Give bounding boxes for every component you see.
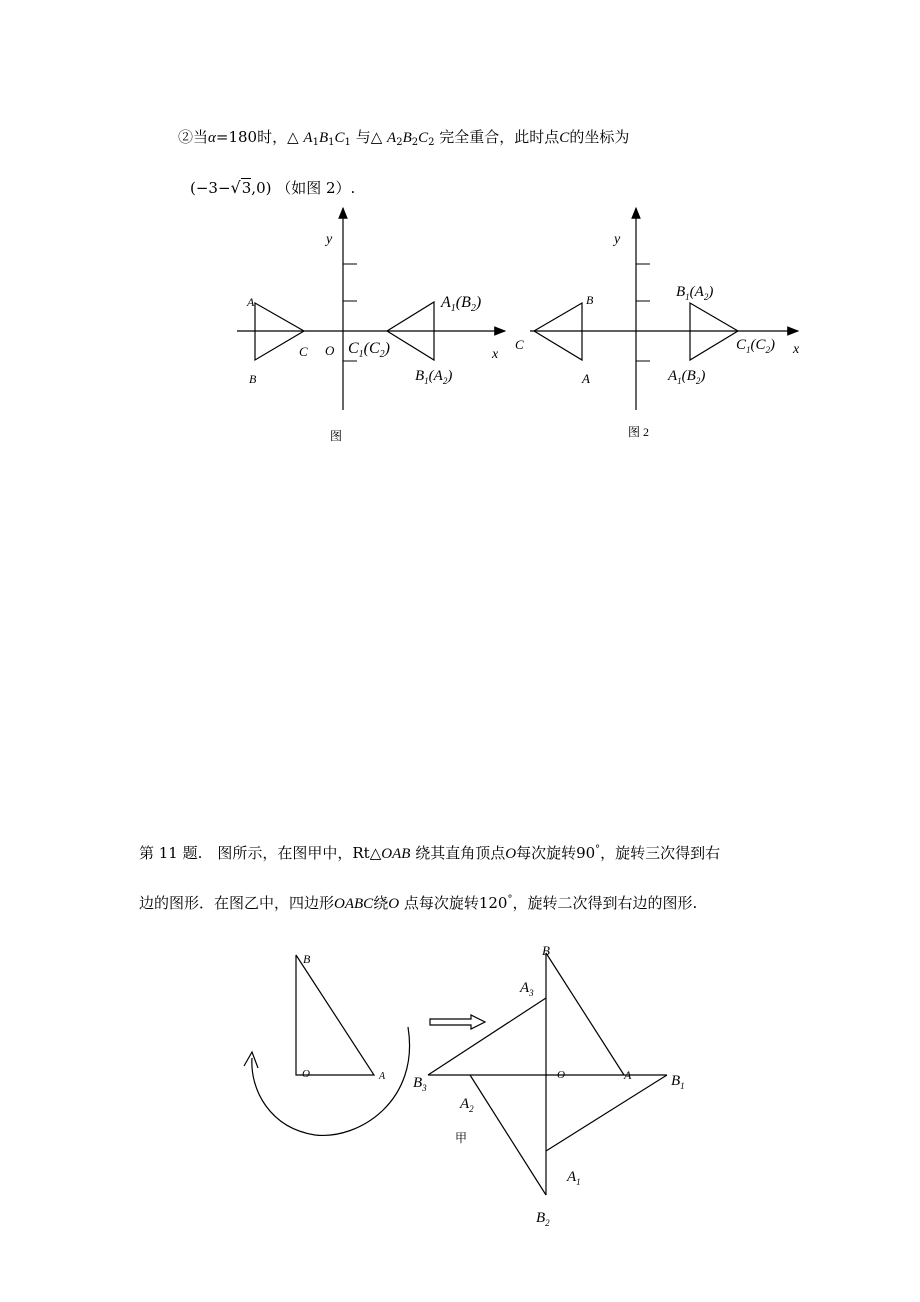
fig3-o-label: O (302, 1068, 310, 1080)
p11-text-h: ，旋转二次得到右边的图形. (512, 894, 698, 912)
point-c: C (559, 130, 570, 146)
fig1-y-label: y (326, 232, 333, 247)
p11-deg120: 120 (478, 894, 508, 912)
figure3 (244, 943, 685, 1228)
fig1-c1c2-label: $C_1(C_2)$ (348, 340, 390, 360)
fig2-b1a2-label: $B_1(A_2)$ (676, 284, 714, 302)
rotation-arrow (252, 1027, 410, 1135)
fig2-c-label: C (515, 337, 524, 352)
fig1-a1b2-label: $A_1(B_2)$ (441, 294, 482, 314)
fig3-b3-label: $B_3$ (413, 1075, 427, 1093)
fig2-c1c2-label: $C_1(C_2)$ (736, 337, 776, 355)
p11-oabc: OABC (334, 896, 374, 912)
coord-close: ,0) (251, 179, 272, 197)
p11-text-b: 绕其直角顶点 (415, 844, 506, 862)
coord-text: 的坐标为 (569, 128, 630, 146)
hollow-arrow (430, 1015, 485, 1029)
problem11-line1: 第 11 题. 图所示，在图甲中，Rt△OAB 绕其直角顶点O每次旋转90°，旋转三次得到右 (139, 844, 721, 862)
fig1-c-label: C (299, 344, 308, 359)
fig3-triangle-oab (296, 955, 374, 1075)
fig3-a1-label: $A_1$ (567, 1169, 581, 1187)
alpha-symbol: α (208, 130, 216, 146)
fig1-caption: 图 (330, 429, 343, 443)
sqrt3: 3 (241, 179, 252, 197)
triangle1-a: A (303, 130, 313, 146)
fig3-a-label: A (379, 1071, 386, 1082)
yu-text: 与△ (355, 128, 383, 146)
problem11-line2: 边的图形．在图乙中，四边形OABC绕O 点每次旋转120°，旋转二次得到右边的图形. (139, 894, 698, 912)
triangle2-a: A (387, 130, 397, 146)
fig3-b-label: B (303, 952, 311, 966)
part1-line1: ②当α=180时，△ $A_1B_1C_1$ 与△ $A_2B_2C_2$ 完全重合，此时点C的坐标为 (178, 128, 630, 148)
fig2-x-label: x (793, 342, 800, 357)
p11-text-d: ，旋转三次得到右 (600, 844, 721, 862)
fig1-a-label: A (247, 295, 255, 309)
shi-text: 时，△ (257, 128, 299, 146)
fig3-o2-label: O (557, 1069, 565, 1081)
rotation-arrowhead (244, 1052, 258, 1068)
p11-oab: OAB (381, 846, 411, 862)
figure-note: （如图 2）. (276, 179, 356, 197)
fig3-btop-label: B (542, 943, 550, 958)
p11-text-c: 每次旋转 (516, 844, 577, 862)
figure1 (237, 208, 505, 443)
p11-text-f: 绕 (373, 894, 389, 912)
figure2 (515, 208, 800, 439)
fig2-caption: 图 2 (628, 425, 650, 439)
fig1-b1a2-label: $B_1(A_2)$ (415, 368, 453, 386)
p11-text-g: 点每次旋转 (403, 894, 479, 912)
p11-o: O (505, 846, 517, 862)
fig2-b-label: B (586, 293, 594, 307)
p11-text-a: 第 11 题. 图所示，在图甲中，Rt△ (139, 844, 382, 862)
fig2-y-label: y (614, 232, 621, 247)
fig3-b1-label: $B_1$ (671, 1073, 685, 1091)
fig3-a3-label: $A_3$ (520, 980, 534, 998)
fig3-aright-label: A (624, 1068, 632, 1082)
circled-2: ②当 (178, 128, 209, 146)
fig2-a1b2-label: $A_1(B_2)$ (668, 368, 706, 386)
fig1-b-label: B (249, 372, 257, 386)
p11-o2: O (388, 896, 400, 912)
fig3-b2-label: $B_2$ (536, 1210, 550, 1228)
eq-180: =180 (215, 128, 258, 146)
fig2-a-label: A (582, 371, 590, 386)
coord-open: (−3− (190, 179, 231, 197)
fig1-x-label: x (492, 347, 499, 362)
fig3-a2-label: $A_2$ (460, 1096, 474, 1114)
wanquan-text: 完全重合，此时点 (439, 128, 560, 146)
part1-line2: (−3−√3,0) （如图 2）. (190, 178, 356, 197)
fig3-caption: 甲 (455, 1131, 468, 1145)
p11-text-e: 边的图形．在图乙中，四边形 (139, 894, 335, 912)
p11-deg90: 90 (576, 844, 596, 862)
fig1-o-label: O (325, 343, 335, 358)
